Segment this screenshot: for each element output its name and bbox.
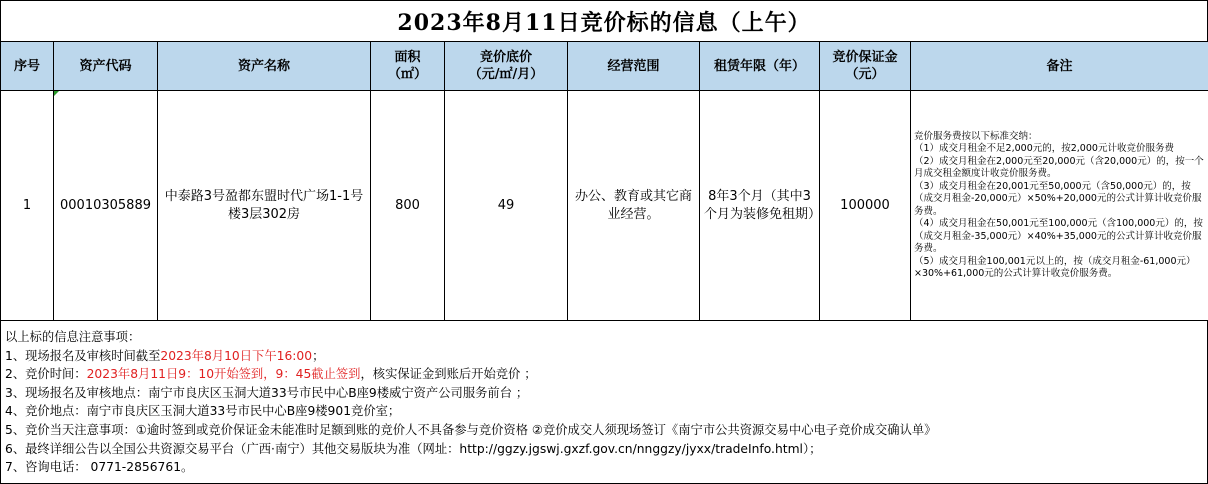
notes-section <box>0 320 1208 484</box>
header-asset-code: 资产代码 <box>54 42 158 91</box>
header-remark: 备注 <box>911 42 1208 91</box>
note-item-6: 6、最终详细公告以全国公共资源交易平台（广西·南宁）其他交易版块为准（网址：http://ggzy.jgswj.gxzf.gov.cn/nnggzy/jyxx/tradeInfo.html）； <box>5 441 822 456</box>
note-text: 2、竞价时间： <box>5 367 87 382</box>
note-item-7: 7、咨询电话： 0771-2856761。 <box>5 460 194 475</box>
cell-seq: 1 <box>1 91 54 321</box>
cell-business-scope: 办公、教育或其它商业经营。 <box>568 91 700 321</box>
cell-asset-name: 中泰路3号盈都东盟时代广场1-1号楼3层302房 <box>158 91 371 321</box>
cell-asset-code: 00010305889 <box>54 91 158 321</box>
note-text: ； <box>312 348 325 363</box>
note-item-2 <box>5 365 1203 384</box>
note-text: ，核实保证金到账后开始竞价 ； <box>360 367 537 382</box>
header-area <box>371 42 445 91</box>
remark-line: （3）成交月租金在20,001元至50,000元（含50,000元）的，按（成交月租金-20,000元）×50%+20,000元的公式计算计收竞价服务费。 <box>914 180 1202 217</box>
header-deposit-line2: （元） <box>845 67 885 82</box>
header-area-line1: 面积 <box>394 50 421 65</box>
header-business-scope: 经营范围 <box>568 42 700 91</box>
note-text: 1、现场报名及审核时间截至 <box>5 348 161 363</box>
note-item-3: 3、现场报名及审核地点：南宁市良庆区玉洞大道33号市民中心B座9楼威宁资产公司服务前台 ； <box>5 385 529 400</box>
notes-heading: 以上标的信息注意事项： <box>5 330 141 344</box>
note-deadline-highlight: 2023年8月10日下午16:00 <box>160 348 313 363</box>
header-price-line2: （元/㎡/月） <box>468 67 544 82</box>
header-deposit-line1: 竞价保证金 <box>832 50 898 65</box>
table-row <box>1 91 1208 321</box>
table-header-row <box>1 42 1208 91</box>
cell-deposit: 100000 <box>820 91 911 321</box>
note-item-5: 5、竞价当天注意事项：①逾时签到或竞价保证金未能准时足额到账的竞价人不具备参与竞价资格 ②竞价成交人须现场签订《南宁市公共资源交易中心电子竞价成交确认单》 <box>5 422 937 437</box>
header-area-line2: （㎡） <box>387 67 427 82</box>
note-item-1 <box>5 347 1203 366</box>
header-deposit <box>820 42 911 91</box>
header-price-line1: 竞价底价 <box>479 50 532 65</box>
remark-line: （2）成交月租金在2,000元至20,000元（含20,000元）的，按一个月成交租金额度计收竞价服务费。 <box>914 155 1204 179</box>
bid-info-table <box>0 41 1208 321</box>
header-reserve-price <box>445 42 568 91</box>
note-item-4: 4、竞价地点：南宁市良庆区玉洞大道33号市民中心B座9楼901竞价室； <box>5 404 401 419</box>
cell-reserve-price: 49 <box>445 91 568 321</box>
header-asset-name: 资产名称 <box>158 42 371 91</box>
cell-remark <box>911 91 1208 321</box>
note-time-highlight: 2023年8月11日9：10开始签到，9：45截止签到 <box>86 367 361 382</box>
remark-line: （5）成交月租金100,001元以上的，按（成交月租金-61,000元）×30%+61,000元的公式计算计收竞价服务费。 <box>914 255 1196 279</box>
cell-lease-term: 8年3个月（其中3个月为装修免租期） <box>700 91 820 321</box>
remark-line: （4）成交月租金在50,001元至100,000元（含100,000元）的，按（成交月租金-35,000元）×40%+35,000元的公式计算计收竞价服务费。 <box>914 218 1203 254</box>
remark-line: （1）成交月租金不足2,000元的，按2,000元计收竞价服务费 <box>914 143 1174 154</box>
header-lease-term: 租赁年限（年） <box>700 42 820 91</box>
remark-line: 竞价服务费按以下标准交纳： <box>914 130 1038 142</box>
sheet-title: 2023年8月11日竞价标的信息（上午） <box>0 0 1208 41</box>
header-seq: 序号 <box>1 42 54 91</box>
cell-area: 800 <box>371 91 445 321</box>
cell-comment-marker <box>54 91 59 96</box>
